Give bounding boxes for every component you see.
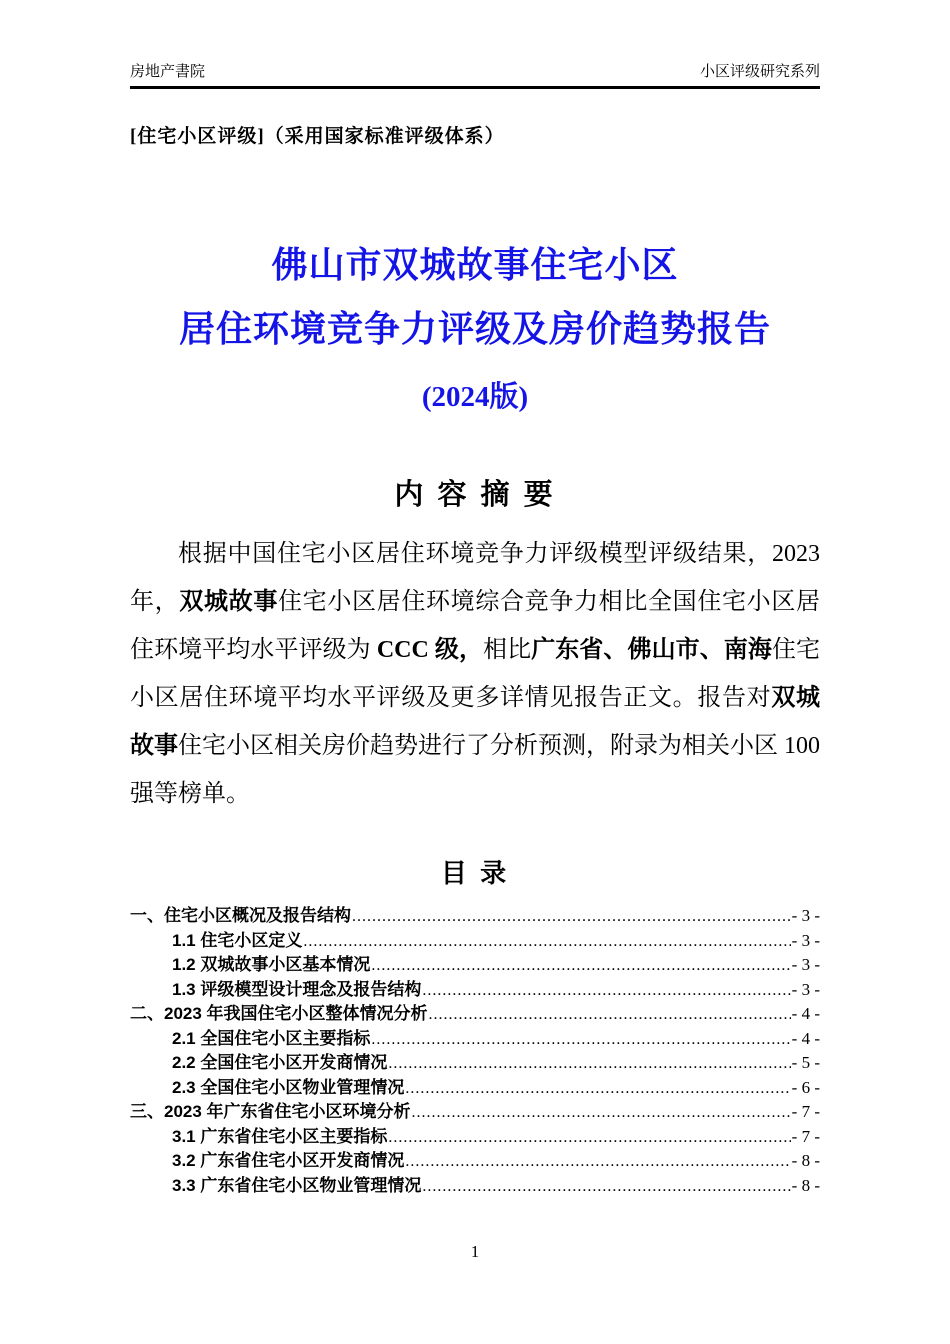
toc-leader-dots [371, 1028, 790, 1053]
toc-leader-dots [405, 1150, 790, 1175]
toc-entry[interactable] [130, 1125, 820, 1150]
abstract-segment: 根据中国住宅小区居住环境竞争力评级模型评级结果，2023 年， [130, 541, 820, 615]
toc-leader-dots [388, 1052, 790, 1077]
toc-entry-label: 2.1 全国住宅小区主要指标 [172, 1028, 371, 1048]
toc-entry-label: 一、住宅小区概况及报告结构 [130, 906, 351, 925]
toc-entry-label: 1.3 评级模型设计理念及报告结构 [172, 979, 422, 999]
toc-leader-dots [412, 1101, 791, 1126]
toc-entry-page: - 3 - [791, 979, 820, 999]
toc-entry[interactable] [130, 1051, 820, 1076]
abstract-segment: 住宅小区相关房价趋势进行了分析预测，附录为相关小区 100 强等榜单。 [130, 733, 820, 807]
toc-entry-page: - 3 - [791, 955, 820, 974]
abstract-segment-bold: 广东省、佛山市、南海 [531, 637, 772, 663]
toc-entry-label: 三、2023 年广东省住宅小区环境分析 [130, 1102, 411, 1121]
toc-entry[interactable] [130, 1027, 820, 1052]
toc-entry-label: 3.2 广东省住宅小区开发商情况 [172, 1151, 405, 1170]
toc-entry[interactable] [130, 1076, 820, 1101]
toc-leader-dots [303, 930, 790, 955]
toc-leader-dots [352, 905, 791, 930]
abstract-heading: 内 容 摘 要 [394, 479, 556, 511]
toc-entry-page: - 7 - [791, 1126, 820, 1146]
abstract-segment: 相比 [483, 637, 532, 663]
page-number: 1 [470, 1242, 480, 1261]
report-title-line1: 佛山市双城故事住宅小区 [271, 245, 679, 285]
toc-entry-label: 二、2023 年我国住宅小区整体情况分析 [130, 1004, 428, 1023]
toc-entry[interactable] [130, 1100, 820, 1125]
toc-entry-label: 2.3 全国住宅小区物业管理情况 [172, 1077, 405, 1097]
toc-leader-dots [388, 1126, 790, 1151]
toc-entry-label: 3.3 广东省住宅小区物业管理情况 [172, 1175, 422, 1195]
toc-leader-dots [422, 1175, 790, 1200]
toc-entry[interactable] [130, 929, 820, 954]
page-header [130, 0, 820, 89]
toc-entry[interactable] [130, 1002, 820, 1027]
toc-entry-page: - 3 - [791, 930, 820, 950]
toc-entry[interactable] [130, 1149, 820, 1174]
toc-entry-label: 1.2 双城故事小区基本情况 [172, 955, 371, 974]
toc-entry-label: 3.1 广东省住宅小区主要指标 [172, 1126, 388, 1146]
toc-leader-dots [422, 979, 790, 1004]
report-title-block [130, 244, 820, 414]
toc-entry[interactable] [130, 953, 820, 978]
abstract-segment-bold: CCC 级， [376, 637, 484, 663]
toc-entry-label: 1.1 住宅小区定义 [172, 930, 303, 950]
toc-entry-label: 2.2 全国住宅小区开发商情况 [172, 1053, 388, 1072]
toc-entry-page: - 6 - [791, 1077, 820, 1097]
toc-entry-page: - 4 - [791, 1004, 820, 1023]
abstract-paragraph [130, 530, 820, 818]
toc-list [130, 904, 820, 1198]
abstract-segment: 住宅小区居住环境平均水平评级及更多详情见报告正文。报告对 [130, 637, 821, 711]
toc-entry[interactable] [130, 978, 820, 1003]
report-type-line: [住宅小区评级]（采用国家标准评级体系） [130, 126, 505, 147]
toc-entry-page: - 5 - [791, 1053, 820, 1072]
abstract-segment: 住宅小区居住环境综合竞争力相比全国住宅小区居住环境平均水平评级为 [130, 589, 821, 663]
toc-leader-dots [371, 954, 790, 979]
toc-entry-page: - 7 - [791, 1102, 820, 1121]
toc-leader-dots [429, 1003, 791, 1028]
toc-entry[interactable] [130, 904, 820, 929]
report-title-line2: 居住环境竞争力评级及房价趋势报告 [178, 309, 771, 349]
toc-entry-page: - 4 - [791, 1028, 820, 1048]
toc-entry[interactable] [130, 1174, 820, 1199]
abstract-segment-bold: 双城故事 [179, 589, 279, 615]
abstract-segment-bold: 双城故事 [130, 685, 821, 759]
header-right-text: 小区评级研究系列 [699, 63, 820, 80]
toc-heading: 目 录 [440, 858, 510, 888]
toc-entry-page: - 3 - [791, 906, 820, 925]
header-left-text: 房地产書院 [130, 63, 206, 80]
toc-entry-page: - 8 - [791, 1151, 820, 1170]
toc-leader-dots [405, 1077, 790, 1102]
toc-entry-page: - 8 - [791, 1175, 820, 1195]
report-title-edition: (2024版) [421, 381, 529, 413]
